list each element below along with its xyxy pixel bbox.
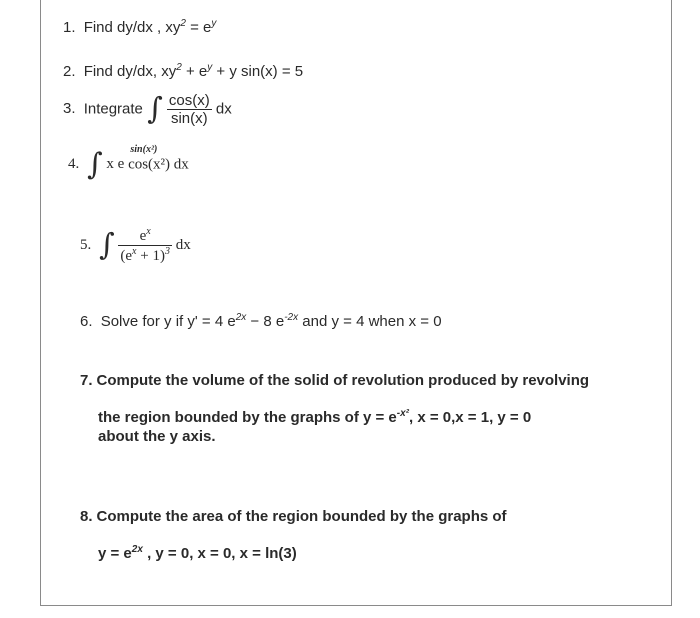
numerator-base: e (139, 228, 147, 244)
exponent: -2x (284, 312, 299, 323)
problem-7 (80, 372, 589, 389)
equation-part: = e (185, 19, 212, 36)
problem-3 (63, 92, 232, 127)
denominator-part: (e (120, 248, 133, 264)
integrand-part: cos(x²) dx (128, 156, 189, 173)
problem-6 (80, 312, 442, 330)
problem-2 (63, 62, 303, 80)
problem-text: Find dy/dx , xy (83, 19, 181, 36)
problem-text: Compute the area of the region bounded by the graphs of (96, 508, 507, 525)
exponent: 2 (180, 18, 186, 29)
fraction (167, 92, 212, 127)
denominator (118, 246, 172, 265)
exponent: x (146, 226, 151, 237)
integrand-part: x e (106, 156, 125, 173)
exponent: 2x (235, 312, 247, 323)
problem-text: about the y axis. (98, 428, 216, 445)
differential: dx (215, 100, 232, 118)
problem-text: y = e (98, 545, 132, 562)
exponent: 2x (131, 544, 143, 555)
problem-8 (80, 508, 507, 525)
problem-number: 8. (80, 508, 93, 525)
denominator-part: + 1) (140, 248, 165, 264)
problem-7-line-2 (98, 408, 531, 426)
integral-sign: ∫ (87, 147, 103, 182)
exponent: x (132, 246, 137, 257)
problem-text: the region bounded by the graphs of y = e (98, 409, 397, 426)
problem-text: Solve for y if y' = 4 e (100, 313, 236, 330)
denominator: sin(x) (170, 110, 208, 127)
integral-sign: ∫ (147, 91, 163, 127)
problem-1 (63, 18, 216, 36)
problem-number: 3. (63, 100, 76, 118)
problem-number: 5. (80, 236, 92, 253)
exponent: y (207, 62, 213, 73)
equation-part: + y sin(x) = 5 (212, 63, 304, 80)
problem-number: 2. (63, 63, 76, 80)
differential: dx (175, 236, 191, 253)
numerator (118, 226, 172, 246)
exponent: sin(x²) (130, 144, 158, 156)
problem-number: 6. (80, 313, 93, 330)
problem-number: 1. (63, 19, 76, 36)
exponent: 2 (176, 62, 182, 73)
integral-sign: ∫ (99, 227, 115, 263)
problem-number: 4. (68, 156, 80, 173)
problem-5 (80, 226, 191, 265)
problem-4 (68, 144, 189, 182)
problem-text: Compute the volume of the solid of revolution produced by revolving (96, 372, 590, 389)
exponential-term (106, 144, 158, 173)
problem-text: Find dy/dx, xy (83, 63, 177, 80)
exponent: y (211, 18, 217, 29)
problem-text: , x = 0,x = 1, y = 0 (409, 409, 532, 426)
equation-part: and y = 4 when x = 0 (298, 313, 442, 330)
problem-7-line-3 (98, 428, 216, 445)
equation-part: − 8 e (246, 313, 285, 330)
problem-8-line-2 (98, 544, 297, 562)
numerator: cos(x) (168, 92, 210, 109)
problem-text: Integrate (83, 100, 143, 118)
equation-part: + e (181, 63, 208, 80)
fraction (118, 226, 172, 265)
exponent: -x² (396, 408, 410, 419)
problem-number: 7. (80, 372, 93, 389)
problem-text: , y = 0, x = 0, x = ln(3) (142, 545, 297, 562)
exponent: 3 (164, 246, 170, 257)
